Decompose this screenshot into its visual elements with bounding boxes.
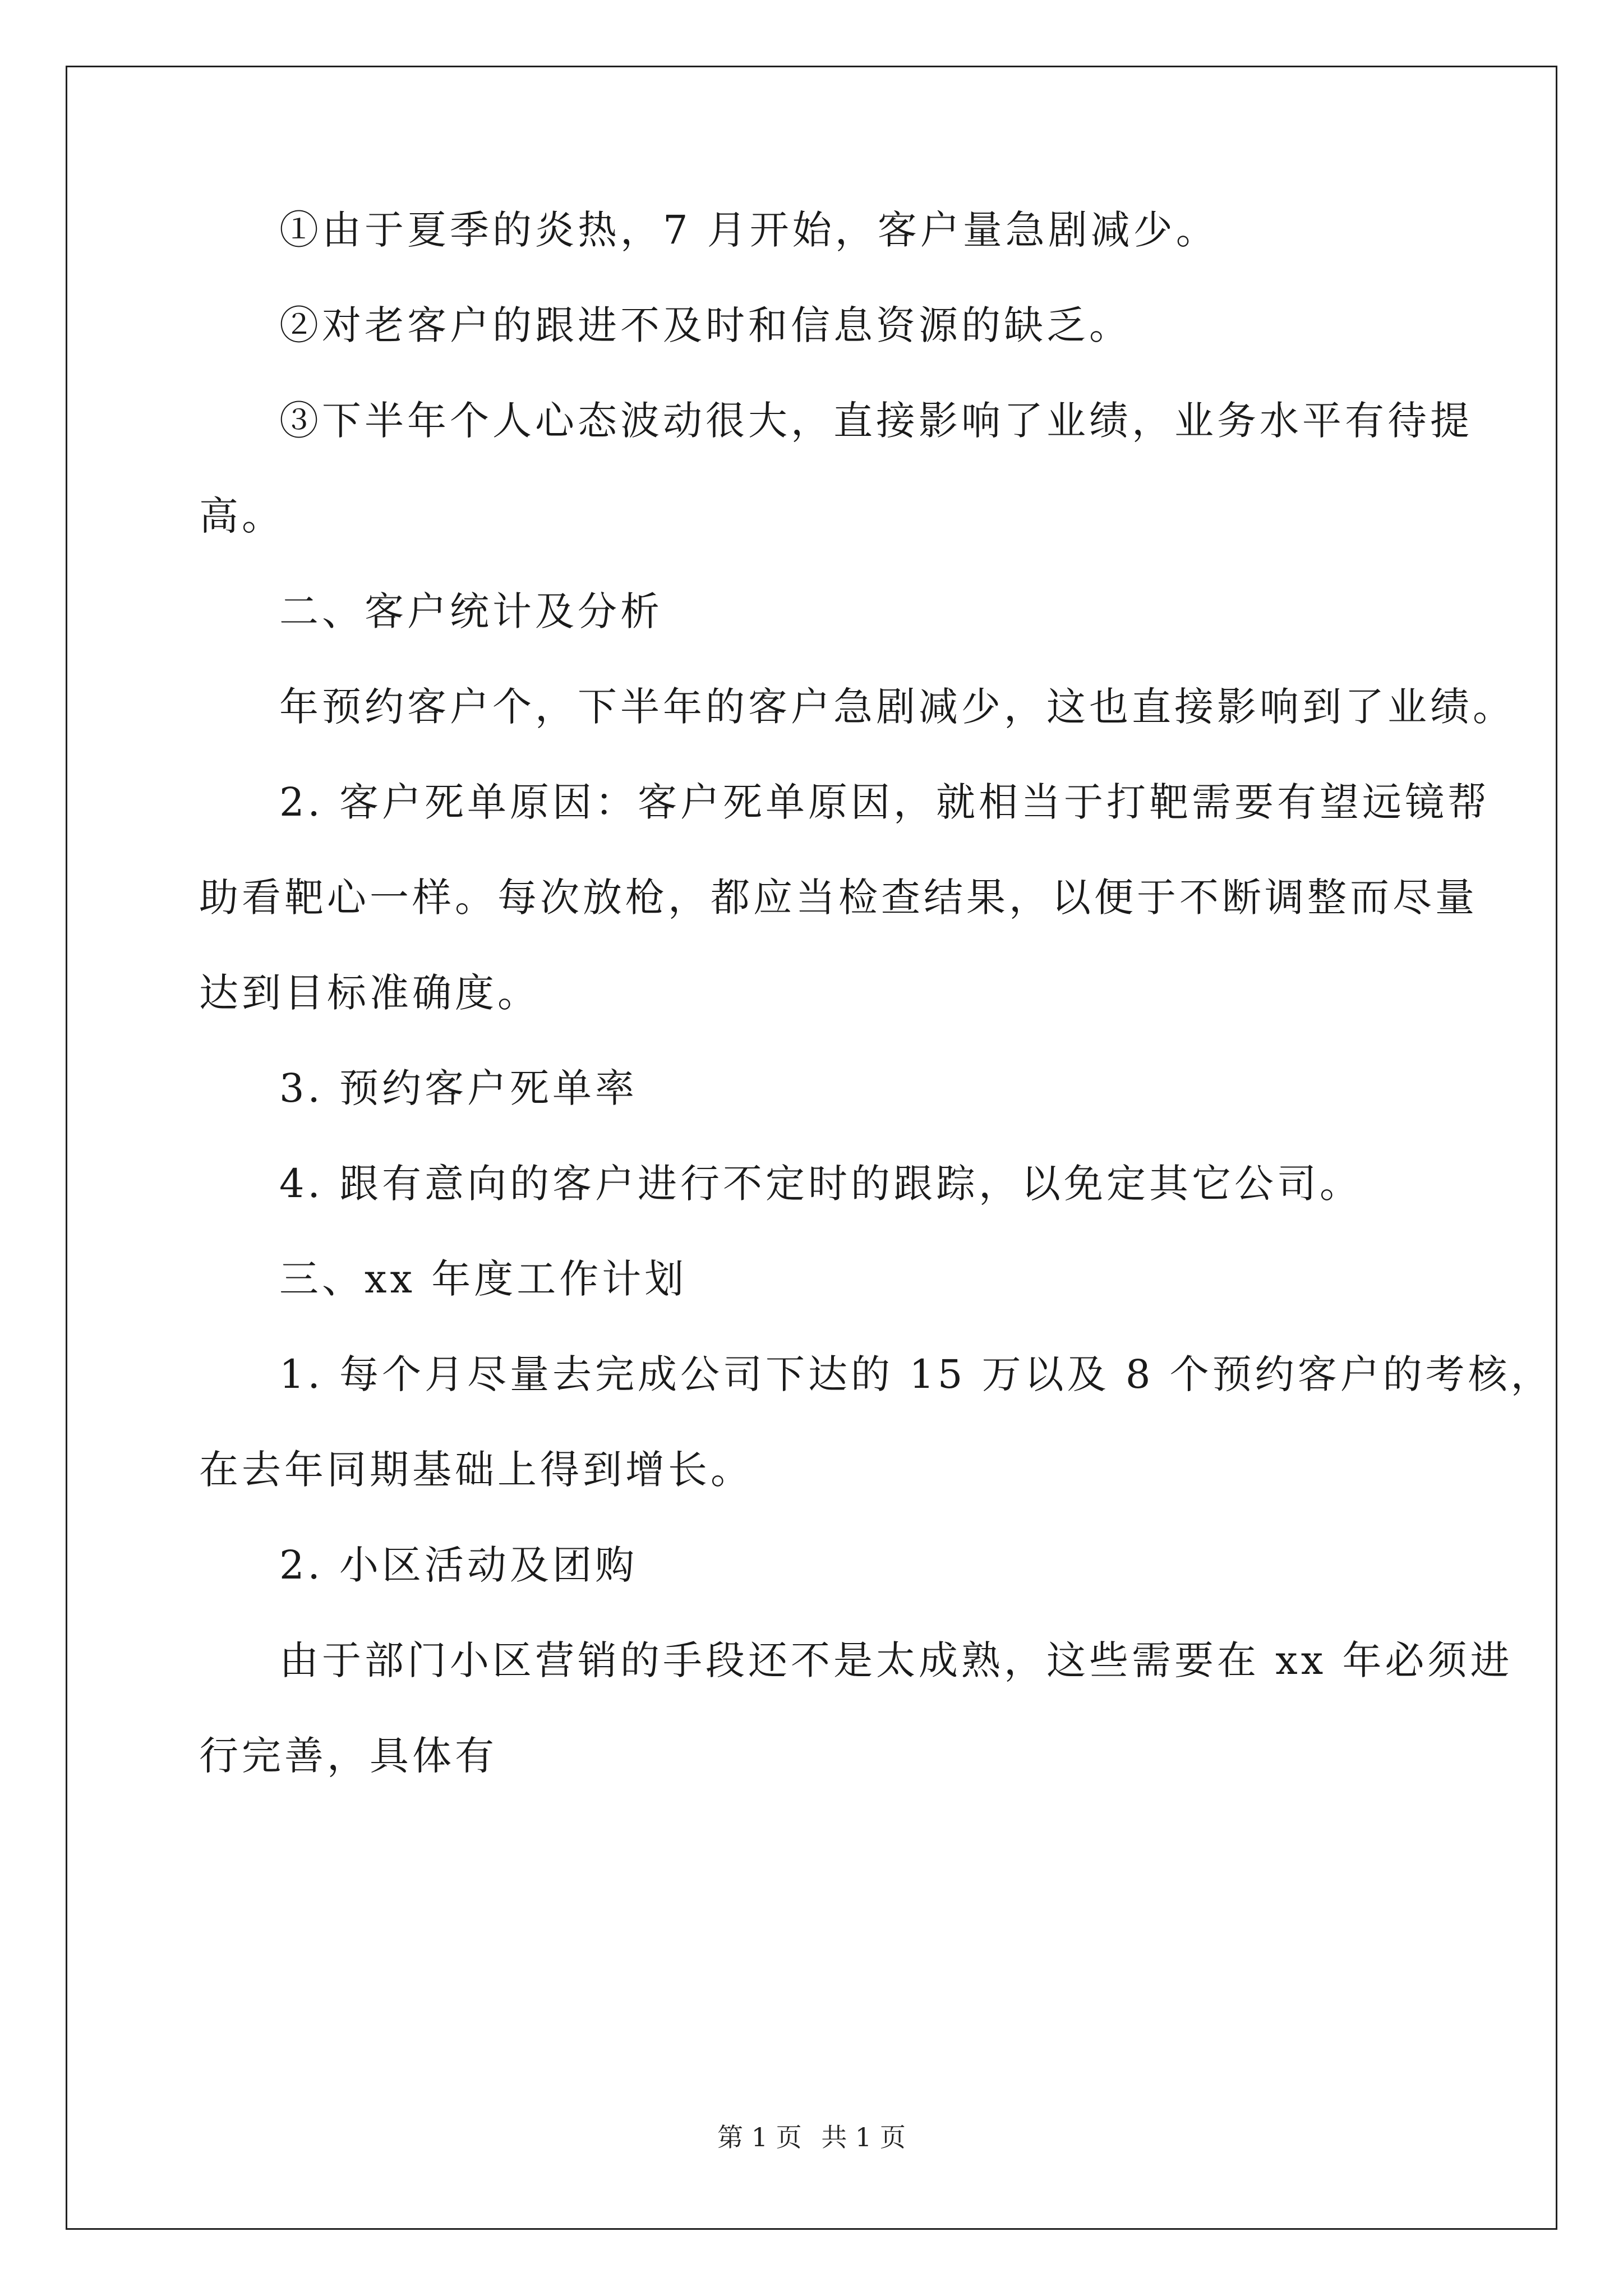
paragraph-line: 2. 小区活动及团购 <box>279 1542 638 1588</box>
page-border <box>66 66 1557 2230</box>
section-heading: 三、xx 年度工作计划 <box>279 1256 688 1302</box>
paragraph-line: 2. 客户死单原因：客户死单原因，就相当于打靶需要有望远镜帮 <box>279 779 1491 825</box>
paragraph-line: 年预约客户个，下半年的客户急剧减少，这也直接影响到了业绩。 <box>279 684 1515 730</box>
paragraph-line: 4. 跟有意向的客户进行不定时的跟踪，以免定其它公司。 <box>279 1161 1363 1207</box>
paragraph-line: 行完善，具体有 <box>199 1733 497 1779</box>
paragraph-line: 在去年同期基础上得到增长。 <box>199 1447 753 1493</box>
paragraph-line: 由于部门小区营销的手段还不是太成熟，这些需要在 xx 年必须进 <box>279 1637 1513 1683</box>
paragraph-line: 1. 每个月尽量去完成公司下达的 15 万以及 8 个预约客户的考核， <box>279 1351 1553 1397</box>
paragraph-line: 助看靶心一样。每次放枪，都应当检查结果，以便于不断调整而尽量 <box>199 875 1478 921</box>
page-footer <box>0 2120 1623 2154</box>
section-heading: 二、客户统计及分析 <box>279 588 663 634</box>
paragraph-line: ③下半年个人心态波动很大，直接影响了业绩，业务水平有待提 <box>279 398 1473 444</box>
paragraph-line: 高。 <box>199 493 284 539</box>
paragraph-line: ①由于夏季的炎热，7 月开始，客户量急剧减少。 <box>279 207 1219 253</box>
page-number: 第 1 页 <box>717 2122 802 2152</box>
paragraph-line: 3. 预约客户死单率 <box>279 1065 638 1111</box>
page-total: 共 1 页 <box>821 2122 906 2152</box>
paragraph-line: 达到目标准确度。 <box>199 970 540 1016</box>
paragraph-line: ②对老客户的跟进不及时和信息资源的缺乏。 <box>279 302 1132 348</box>
